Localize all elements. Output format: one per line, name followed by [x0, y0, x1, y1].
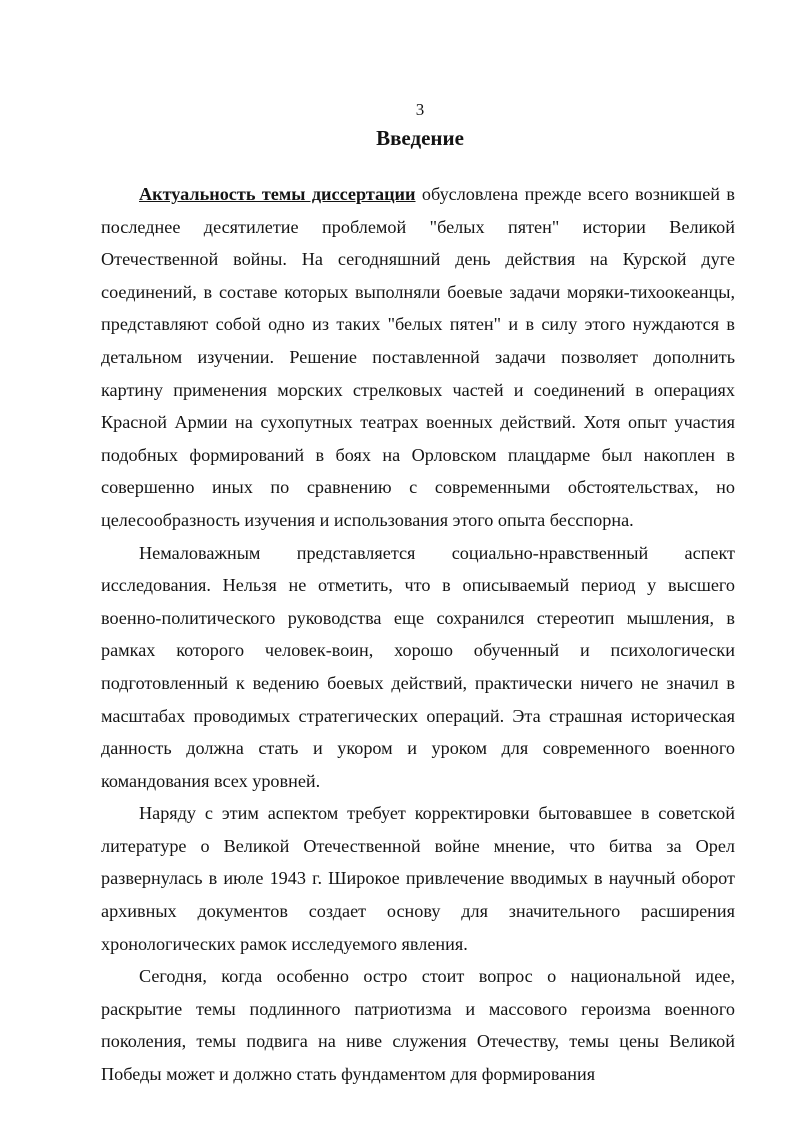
paragraph-relevance [101, 178, 735, 537]
paragraph-chronology [101, 797, 735, 960]
paragraph-text: обусловлена прежде всего возникшей в последнее десятилетие проблемой "белых пятен" истории Великой Отечественной войны. На сегодняшний день действия на Курской дуге соединений, в составе которых выполняли боевые задачи моряки-тихоокеанцы, представляют собой одно из таких "белых пятен" и в силу этого нуждаются в детальном изучении. Решение поставленной задачи позволяет дополнить картину применения морских стрелковых частей и соединений в операциях Красной Армии на сухопутных театрах военных действий. Хотя опыт участия подобных формирований в боях на Орловском плацдарме был накоплен в совершенно иных по сравнению с современными обстоятельствах, но целесообразность изучения и использования этого опыта бесспорна. [101, 184, 735, 530]
paragraph-text: Наряду с этим аспектом требует корректировки бытовавшее в советской литературе о Великой Отечественной войне мнение, что битва за Орел развернулась в июле 1943 г. Широкое привлечение вводимых в научный оборот архивных документов создает основу для значительного расширения хронологических рамок исследуемого явления. [101, 803, 735, 954]
relevance-heading: Актуальность темы диссертации [139, 184, 416, 204]
paragraph-text: Немаловажным представляется социально-нравственный аспект исследования. Нельзя не отметить, что в описываемый период у высшего военно-политического руководства еще сохранился стереотип мышления, в рамках которого человек-воин, хорошо обученный и психологически подготовленный к ведению боевых действий, практически ничего не значил в масштабах проводимых стратегических операций. Эта страшная историческая данность должна стать и укором и уроком для современного военного командования всех уровней. [101, 542, 735, 791]
page-title: Введение [376, 126, 464, 150]
paragraph-text: Сегодня, когда особенно остро стоит вопрос о национальной идее, раскрытие темы подлинного патриотизма и массового героизма военного поколения, темы подвига на ниве служения Отечеству, темы цены Великой Победы может и должно стать фундаментом для формирования [101, 966, 735, 1085]
page-number: 3 [415, 100, 425, 119]
paragraph-patriotism [101, 960, 735, 1090]
body-text [101, 178, 735, 1091]
paragraph-moral-aspect [101, 537, 735, 798]
